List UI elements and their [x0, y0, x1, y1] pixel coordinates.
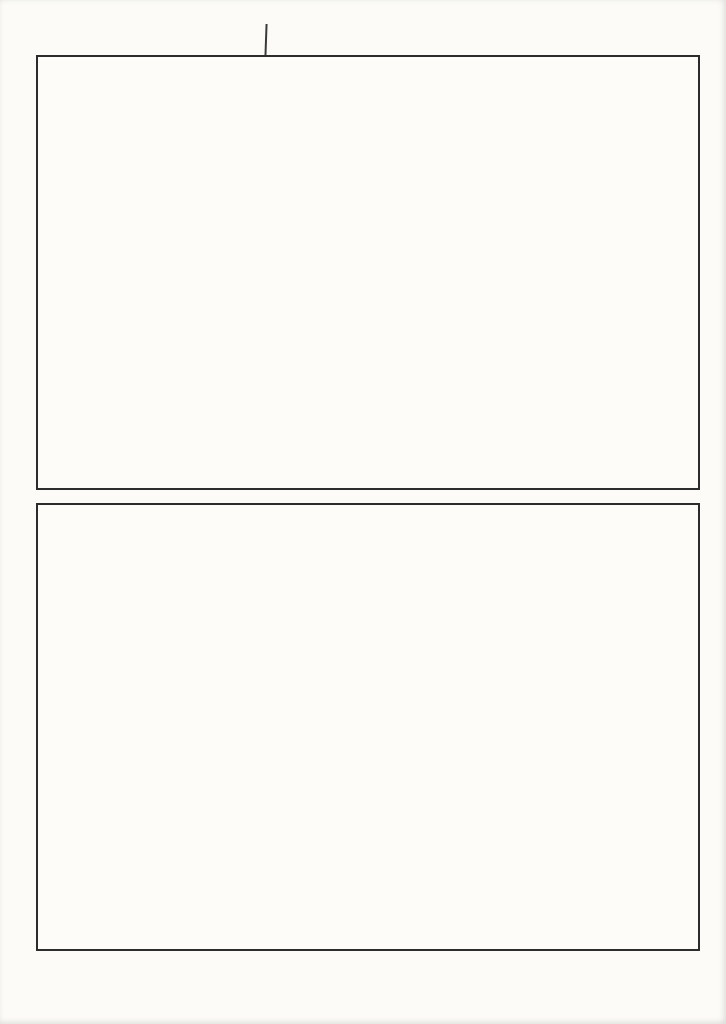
roster-table-bottom — [36, 503, 700, 951]
registration-tick-mark — [264, 24, 267, 56]
roster-table-top — [36, 55, 700, 490]
